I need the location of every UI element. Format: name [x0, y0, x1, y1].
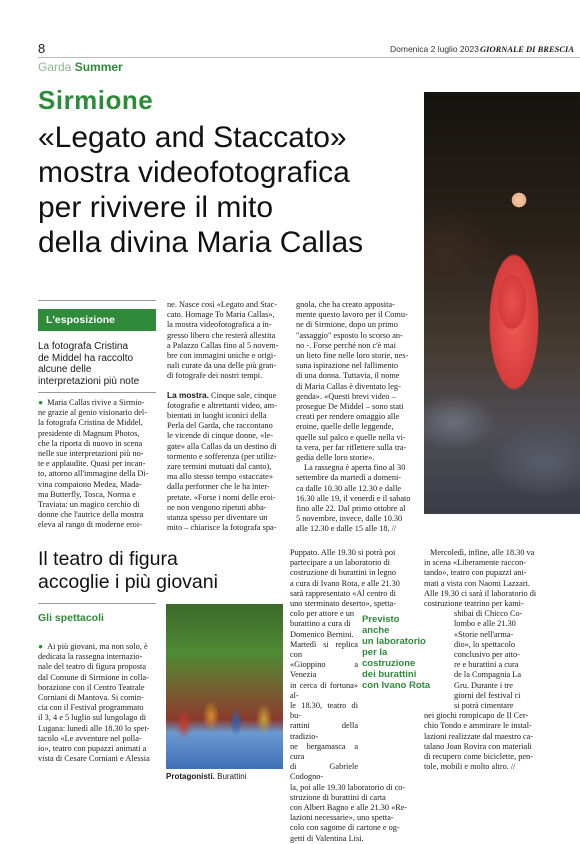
text-line: gedia delle loro storie». — [296, 453, 375, 463]
text-line: to, attorno all'immagine della Di- — [38, 469, 149, 479]
text-line: conclusivo per atto- — [454, 650, 520, 660]
text-line: la fotografa Cristina de Middel, — [38, 418, 143, 428]
text-line: tando», teatro con pupazzi ani- — [424, 568, 527, 578]
text-line: rattini della tradizio- — [290, 721, 358, 741]
text-line: quelle sul palco e quelle nella vi- — [296, 432, 406, 442]
text-line: burattino a cura di — [290, 619, 351, 629]
text-line: borazione con il Centro Teatrale — [38, 682, 145, 692]
text-line: costruzione teatrino per kami- — [424, 599, 524, 609]
sidebar-label: L'esposizione — [38, 309, 156, 331]
text-line: le vicende di cinque donne, «le- — [167, 431, 273, 441]
caption-lead: Protagonisti. — [166, 772, 215, 781]
headline-line-4: della divina Maria Callas — [38, 226, 364, 259]
maria-callas-performance-photo — [424, 92, 580, 514]
text-line: nei giochi rompicapo de Il Cer- — [424, 711, 529, 721]
text-line: suna ispirazione nel fallimento — [296, 361, 399, 371]
summary-line-1: La fotografa Cristina — [38, 341, 129, 352]
article1-headline — [38, 120, 363, 260]
text-line: di una donna. Tuttavia, il nome — [296, 371, 400, 381]
text-line: ne di Sirmione, dopo un primo — [296, 320, 398, 330]
text-line: dedicata la rassegna internazio- — [38, 652, 143, 662]
text-line: talano Joan Rovira con materiali — [424, 741, 532, 751]
text-line: getti di Valentina Lisi. — [290, 833, 364, 843]
pull-quote-line: Previsto — [362, 614, 400, 625]
section-label-part2: Summer — [74, 60, 123, 74]
text-line: donne che l'autrice della mostra — [38, 510, 144, 520]
text-line: vista di Cesare Corniani e Alessia — [38, 754, 150, 764]
pull-quote-line: anche — [362, 625, 390, 636]
text-line: fino alle 22. Dal primo ottobre al — [296, 504, 406, 514]
text-line: lombo e alle 21.30 — [454, 619, 516, 629]
section-label-part1: Garda — [38, 60, 72, 74]
text-line: gresso libero che resterà allestita — [167, 330, 276, 340]
text-line: 16.30 alle 19, il venerdì e il sabato — [296, 493, 411, 503]
text-line: fotografie e altrettanti video, am- — [167, 400, 277, 410]
text-line: nali curate da una delle più gran- — [167, 361, 277, 371]
newspaper-name: GIORNALE DI BRESCIA — [480, 44, 575, 54]
text-line: bientati in luoghi iconici della — [167, 411, 267, 421]
text-line: ne non vengono ripetuti abba- — [167, 502, 267, 512]
text-line: mati a vista con Naomi Lazzari. — [424, 578, 530, 588]
text-line: dal Comune di Sirmione in colla- — [38, 672, 149, 682]
text-line: lazioni realizzate dal maestro ca- — [424, 731, 534, 741]
text-line: lazioni necessarie», uno spetta- — [290, 813, 394, 823]
text-line: Alle 19.30 ci sarà il laboratorio di — [424, 588, 537, 598]
pull-quote-line: con Ivano Rota — [362, 680, 431, 691]
text-line: creati per rendere omaggio alle — [296, 412, 400, 422]
text-line: zare termini mutuati dal canto), — [167, 462, 272, 472]
text-line: dio», lo spettacolo — [454, 639, 516, 649]
text-line: costruzione di burattini in legno — [290, 568, 396, 578]
photo-caption: Protagonisti. Burattini — [166, 772, 247, 781]
headline-line-1: «Legato and Staccato» — [38, 121, 347, 154]
text-line: un lieto fine nelle loro storie, nes- — [296, 351, 409, 361]
headline-line-2: mostra videofotografica — [38, 156, 350, 189]
text-line: «Gioppino a Venezia — [290, 660, 358, 680]
text-line: cia con il Festival programmato — [38, 703, 144, 713]
bullet-icon: ● — [38, 398, 48, 407]
text-line: in scena «Liberamente raccon- — [424, 558, 527, 568]
text-line: sarà rappresentato «Al centro di — [290, 588, 396, 598]
text-line: Domenico Bernini. — [290, 629, 354, 639]
article2-column-1 — [38, 642, 160, 764]
bullet-icon: ● — [38, 642, 48, 651]
text-line: alle 12.30 e dalle 15 alle 18. // — [296, 524, 397, 534]
text-line: struzione di burattini di carta — [290, 792, 386, 802]
headline-line-3: per rivivere il mito — [38, 191, 274, 224]
text-line: Perla del Garda, che raccontano — [167, 421, 273, 431]
text-line: presidente di Magnum Photos, — [38, 428, 140, 438]
text-line: mito – chiarisce la fotografa spa- — [167, 523, 277, 533]
text-line: tormento e sofferenza (per utiliz- — [167, 451, 277, 461]
text-line: tacolo «Le avventure nel polla- — [38, 733, 142, 743]
text-line: shibai di Chicco Co- — [454, 609, 523, 619]
text-line: Traviata: un magico cerchio di — [38, 500, 140, 510]
text-line: si potrà cimentare — [454, 701, 514, 711]
text-line: dalla performer che le ha inter- — [167, 482, 270, 492]
text-line: ne. Nasce così «Legato and Stac- — [167, 300, 278, 309]
text-line: ca dalle 10.30 alle 12.30 e dalle — [296, 483, 402, 493]
text-line: Puppato. Alle 19.30 si potrà poi — [290, 548, 396, 557]
text-line: settembre da martedì a domeni- — [296, 473, 402, 483]
text-line: il 3, 4 e 5 luglio sul lungolago di — [38, 713, 147, 723]
text-line: la mostra videofotografica a in- — [167, 320, 272, 330]
text-line: io», teatro con pupazzi animati a — [38, 744, 147, 754]
summary-line-2: de Middel ha raccolto — [38, 352, 134, 364]
puppets-photo — [166, 604, 283, 769]
text-line: eroine, quelle delle leggende, — [296, 422, 394, 432]
text-line: nale del teatro di figura proposta — [38, 662, 147, 672]
article2-sidebar-label: Gli spettacoli — [38, 612, 104, 624]
summary-line-3: alcune delle — [38, 364, 92, 375]
sidebar-top-rule — [38, 300, 156, 301]
page-number: 8 — [38, 41, 46, 56]
article1-column-1 — [38, 398, 160, 531]
text-line: ● Ai più giovani, ma non solo, è — [38, 642, 148, 651]
text-line: giorni del festival ci — [454, 690, 521, 700]
text-line: Martedì si replica con — [290, 639, 358, 660]
text-line: ● Maria Callas rivive a Sirmio- — [38, 398, 145, 407]
text-line: in cerca di fortuna» al- — [290, 680, 358, 700]
headline-line-2: accoglie i più giovani — [38, 571, 218, 593]
article1-column-3 — [296, 300, 416, 535]
text-line: con Albert Bagno e alle 21.30 «Re- — [290, 803, 408, 813]
text-line: cato. Homage To Maria Callas», — [167, 310, 275, 320]
text-line: Corniani di Mantova. Si comin- — [38, 693, 144, 703]
text-line: «Storie nell'arma- — [454, 629, 514, 639]
text-line: Gru. Durante i tre — [454, 680, 513, 690]
text-line: genda». «Questi brevi video – — [296, 391, 396, 401]
text-line: eleva al rango di moderne eroi- — [38, 520, 142, 530]
lead-in: La mostra. — [167, 389, 209, 400]
text-line: chio Tondo e ammirare le instal- — [424, 721, 532, 731]
text-line: de la Compagnia La — [454, 670, 522, 680]
text-line: tole, mobili e molto altro. // — [424, 762, 516, 772]
text-line: prosegue De Middel – sono stati — [296, 402, 404, 412]
article1-column-2 — [167, 300, 287, 533]
text-line: te e applaudite. Quasi per incan- — [38, 459, 146, 469]
summary-rule — [38, 392, 156, 393]
text-line: La rassegna è aperta fino al 30 — [304, 463, 406, 473]
text-line: pretate. «Forse i nomi delle eroi- — [167, 492, 276, 502]
text-line: le 18.30, teatro di bu- — [290, 701, 358, 721]
section-label — [38, 60, 123, 74]
text-line: di Maria Callas è diventato leg- — [296, 381, 401, 391]
text-line: colo con sagome di cartone e og- — [290, 823, 400, 833]
text-line: "assaggio" esposto lo scorso an- — [296, 330, 403, 340]
article2-headline — [38, 548, 218, 594]
text-line: partecipare a un laboratorio di — [290, 558, 390, 568]
pull-quote-line: dei burattini — [362, 669, 417, 680]
text-line: Mercoledì, infine, alle 18.30 va — [430, 548, 535, 557]
text-line: la, poi alle 19.30 laboratorio di co- — [290, 782, 406, 792]
text-line: re e burattini a cura — [454, 660, 519, 670]
text-line: stanza spesso per diventare un — [167, 513, 268, 523]
headline-line-1: Il teatro di figura — [38, 548, 178, 570]
text-line: di Gabriele Codogno- — [290, 762, 358, 782]
text-line: ma allo stesso tempo «staccate» — [167, 472, 273, 482]
text-line: no -. Forse perché non c'è mai — [296, 340, 396, 350]
issue-date: Domenica 2 luglio 2023 — [390, 44, 479, 54]
text-line: bre con immagini uniche e origi- — [167, 351, 276, 361]
text-line: ne bergamasca a cura — [290, 741, 358, 762]
pull-quote-line: costruzione — [362, 658, 416, 669]
text-line: gate» alla Callas da un destino di — [167, 441, 277, 451]
article2-column-2 — [290, 548, 415, 844]
article1-kicker: Sirmione — [38, 85, 154, 115]
text-line: ta vera, per far riflettere sulla tra- — [296, 442, 407, 452]
article2-sidebar-rule — [38, 603, 156, 604]
text-line: di fotografe dei nostri tempi. — [167, 371, 263, 381]
text-line: mente questo lavoro per il Comu- — [296, 310, 408, 320]
text-line: uno sterminato deserto», spetta- — [290, 599, 396, 609]
header-rule — [38, 57, 580, 58]
text-line: che la riporta di nuovo in scena — [38, 438, 143, 448]
text-line: a Palazzo Callas fino al 5 novem- — [167, 340, 279, 350]
text-line: a cura di Ivano Rota, e alle 21.30 — [290, 578, 400, 588]
text-line: ne grazie al genio visionario del- — [38, 408, 147, 418]
text-line: gnola, che ha creato appositа- — [296, 300, 395, 309]
text-line: vina compaiono Medea, Mada- — [38, 479, 142, 489]
article2-column-3 — [424, 548, 546, 772]
pull-quote-line: per la — [362, 647, 388, 658]
text-line: colo per attore e un — [290, 609, 355, 619]
summary-line-4: interpretazioni più note — [38, 375, 140, 387]
article1-summary — [38, 341, 160, 387]
text-line: nelle sue interpretazioni più no- — [38, 449, 144, 459]
text-line: di recupero come biciclette, pen- — [424, 752, 533, 762]
text-line: Lugana: lunedì alle 18.30 lo spet- — [38, 723, 150, 733]
text-line: La mostra. Cinque sale, cinque — [167, 389, 277, 400]
text-line: 5 novembre, invece, dalle 10.30 — [296, 514, 403, 524]
text-line: ma Butterfly, Tosca, Norma e — [38, 489, 136, 499]
pull-quote-line: un laboratorio — [362, 636, 426, 647]
